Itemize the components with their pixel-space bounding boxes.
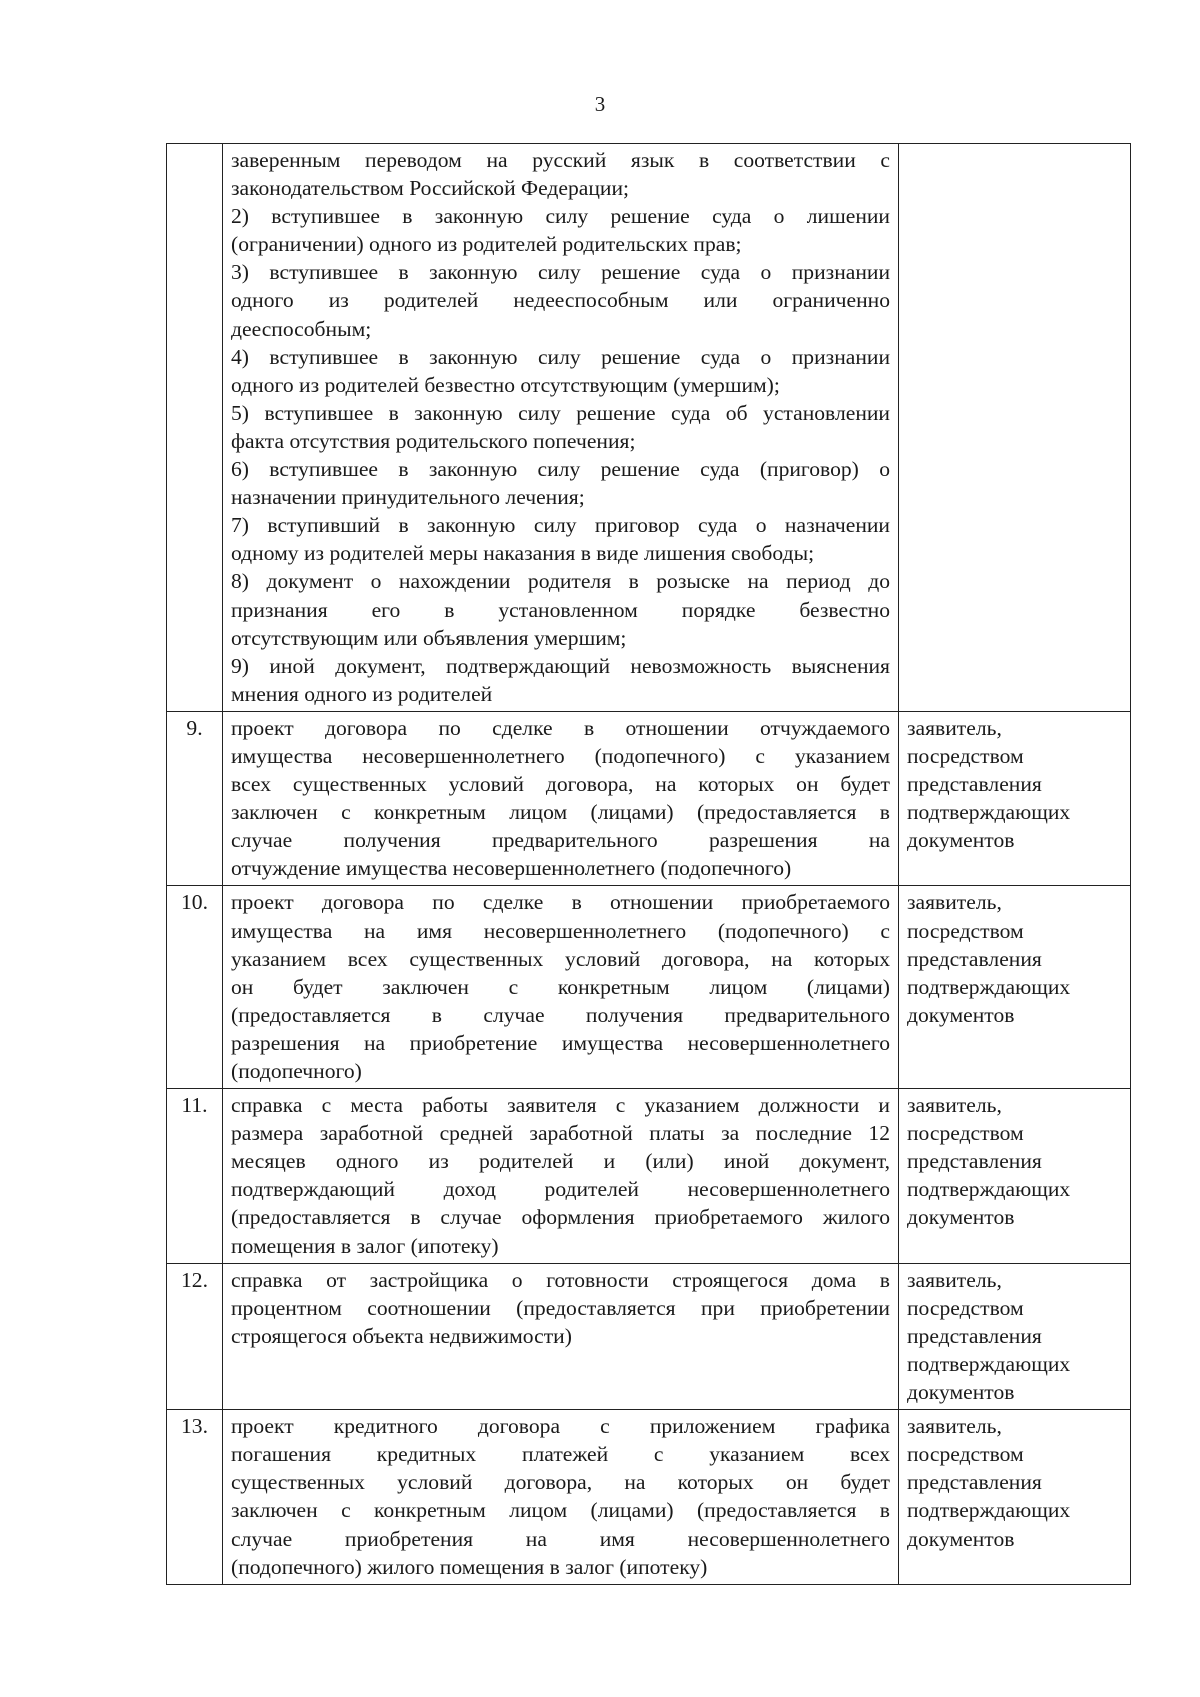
description-line: всех существенных условий договора, на которых он будет	[231, 772, 890, 797]
description-line: 4) вступившее в законную силу решение суда о признании	[231, 344, 890, 369]
description-line: заключен с конкретным лицом (лицами) (предоставляется в	[231, 1498, 890, 1523]
document-description	[223, 886, 899, 1089]
page-number: 3	[594, 92, 606, 116]
source-line: документов	[907, 1526, 1015, 1551]
description-line: имущества несовершеннолетнего (подопечного) с указанием	[231, 743, 890, 768]
description-line: подтверждающий доход родителей несовершеннолетнего	[231, 1177, 890, 1202]
document-source	[899, 1263, 1131, 1409]
source-line: представления	[907, 772, 1042, 797]
description-line: (ограничении) одного из родителей родительских прав;	[231, 232, 742, 257]
description-line: (предоставляется в случае получения предварительного	[231, 1002, 890, 1027]
documents-table	[166, 143, 1131, 1585]
document-description	[223, 144, 899, 712]
description-line: указанием всех существенных условий договора, на которых	[231, 946, 890, 971]
description-line: справка с места работы заявителя с указанием должности и	[231, 1093, 890, 1118]
table-row	[167, 886, 1131, 1089]
description-line: заключен с конкретным лицом (лицами) (предоставляется в	[231, 800, 890, 825]
description-line: 8) документ о нахождении родителя в розыске на период до	[231, 569, 890, 594]
source-line: документов	[907, 1380, 1015, 1405]
description-line: факта отсутствия родительского попечения;	[231, 428, 636, 453]
description-line: случае получения предварительного разрешения на	[231, 828, 890, 853]
description-line: проект договора по сделке в отношении отчуждаемого	[231, 715, 890, 740]
document-description	[223, 711, 899, 886]
description-line: заверенным переводом на русский язык в соответствии с	[231, 148, 890, 172]
description-line: одного из родителей безвестно отсутствующим (умершим);	[231, 372, 780, 397]
table-row	[167, 1089, 1131, 1264]
description-line: дееспособным;	[231, 316, 372, 341]
source-line: заявитель,	[907, 715, 1002, 740]
source-line: подтверждающих	[907, 1351, 1071, 1376]
description-line: законодательством Российской Федерации;	[231, 176, 630, 201]
description-line: одного из родителей недееспособным или ограниченно	[231, 288, 890, 313]
description-line: 6) вступившее в законную силу решение суда (приговор) о	[231, 457, 890, 482]
source-line: подтверждающих	[907, 1177, 1071, 1202]
description-line: 9) иной документ, подтверждающий невозможность выяснения	[231, 653, 890, 678]
description-line: признания его в установленном порядке безвестно	[231, 597, 890, 622]
description-line: мнения одного из родителей	[231, 681, 493, 706]
source-line: документов	[907, 1205, 1015, 1230]
source-line: заявитель,	[907, 890, 1002, 915]
source-line: представления	[907, 946, 1042, 971]
source-line: документов	[907, 828, 1015, 853]
table-row	[167, 1410, 1131, 1585]
source-line: посредством	[907, 1442, 1024, 1467]
row-number: 9.	[167, 711, 223, 886]
source-line: посредством	[907, 743, 1024, 768]
source-line: представления	[907, 1470, 1042, 1495]
source-line: документов	[907, 1002, 1015, 1027]
document-source	[899, 144, 1131, 712]
document-source	[899, 711, 1131, 886]
description-line: проект кредитного договора с приложением графика	[231, 1414, 890, 1439]
source-line: заявитель,	[907, 1414, 1002, 1439]
description-line: отсутствующим или объявления умершим;	[231, 625, 627, 650]
row-number: 11.	[167, 1089, 223, 1264]
description-line: разрешения на приобретение имущества несовершеннолетнего	[231, 1030, 890, 1055]
source-line: посредством	[907, 918, 1024, 943]
description-line: месяцев одного из родителей и (или) иной документ,	[231, 1149, 890, 1174]
description-line: случае приобретения на имя несовершеннолетнего	[231, 1526, 890, 1551]
source-line: подтверждающих	[907, 1498, 1071, 1523]
description-line: отчуждение имущества несовершеннолетнего (подопечного)	[231, 856, 792, 881]
row-number	[167, 144, 223, 712]
source-line: посредством	[907, 1121, 1024, 1146]
description-line: он будет заключен с конкретным лицом (лицами)	[231, 974, 890, 999]
source-line: заявитель,	[907, 1093, 1002, 1118]
source-line: подтверждающих	[907, 800, 1071, 825]
description-line: 2) вступившее в законную силу решение суда о лишении	[231, 204, 890, 229]
description-line: процентном соотношении (предоставляется при приобретении	[231, 1295, 890, 1320]
description-line: 7) вступивший в законную силу приговор суда о назначении	[231, 513, 890, 538]
document-description	[223, 1263, 899, 1409]
table-row	[167, 1263, 1131, 1409]
source-line: представления	[907, 1323, 1042, 1348]
source-line: подтверждающих	[907, 974, 1071, 999]
description-line: (подопечного) жилого помещения в залог (ипотеку)	[231, 1554, 708, 1579]
description-line: одному из родителей меры наказания в виде лишения свободы;	[231, 541, 815, 566]
description-line: проект договора по сделке в отношении приобретаемого	[231, 890, 890, 915]
description-line: погашения кредитных платежей с указанием всех	[231, 1442, 890, 1467]
table-row	[167, 711, 1131, 886]
row-number: 10.	[167, 886, 223, 1089]
document-description	[223, 1410, 899, 1585]
source-line: представления	[907, 1149, 1042, 1174]
document-source	[899, 886, 1131, 1089]
description-line: имущества на имя несовершеннолетнего (подопечного) с	[231, 918, 890, 943]
description-line: назначении принудительного лечения;	[231, 485, 585, 510]
row-number: 13.	[167, 1410, 223, 1585]
source-line: заявитель,	[907, 1267, 1002, 1292]
source-line: посредством	[907, 1295, 1024, 1320]
document-source	[899, 1410, 1131, 1585]
description-line: помещения в залог (ипотеку)	[231, 1233, 499, 1258]
description-line: (подопечного)	[231, 1059, 362, 1083]
table-row	[167, 144, 1131, 712]
row-number: 12.	[167, 1263, 223, 1409]
description-line: существенных условий договора, на которых он будет	[231, 1470, 890, 1495]
description-line: строящегося объекта недвижимости)	[231, 1323, 572, 1348]
description-line: 5) вступившее в законную силу решение суда об установлении	[231, 400, 890, 425]
description-line: (предоставляется в случае оформления приобретаемого жилого	[231, 1205, 890, 1230]
description-line: 3) вступившее в законную силу решение суда о признании	[231, 260, 890, 285]
description-line: справка от застройщика о готовности строящегося дома в	[231, 1267, 890, 1292]
document-source	[899, 1089, 1131, 1264]
document-description	[223, 1089, 899, 1264]
description-line: размера заработной средней заработной платы за последние 12	[231, 1121, 890, 1146]
